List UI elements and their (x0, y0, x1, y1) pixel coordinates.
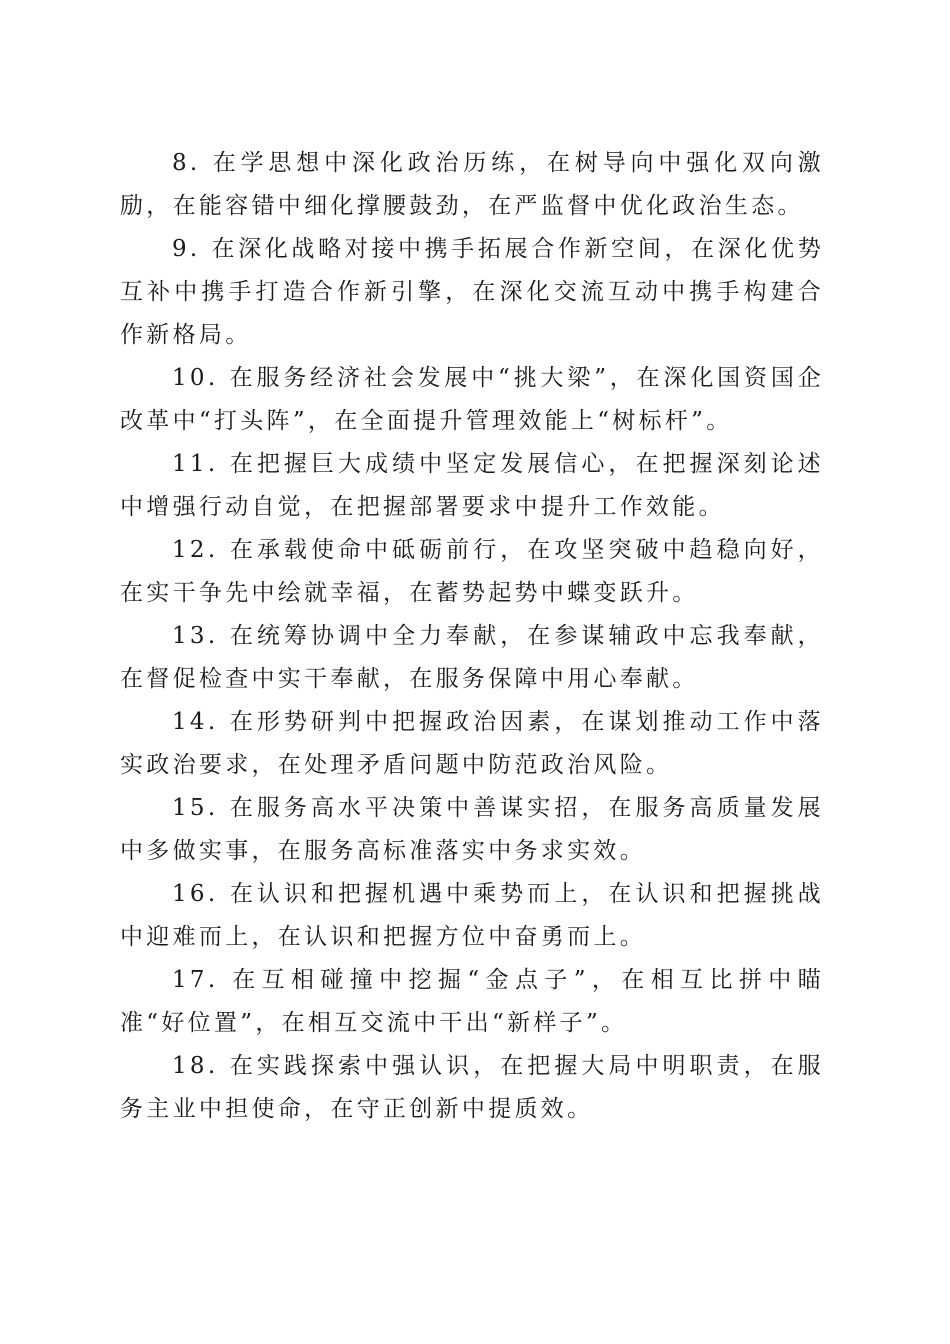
paragraph-18: 18. 在实践探索中强认识，在把握大局中明职责，在服务主业中担使命，在守正创新中提质效。 (120, 1053, 824, 1122)
paragraph-8: 8. 在学思想中深化政治历练，在树导向中强化双向激励，在能容错中细化撑腰鼓劲，在严监督中优化政治生态。 (120, 150, 824, 219)
paragraph-11: 11. 在把握巨大成绩中坚定发展信心，在把握深刻论述中增强行动自觉，在把握部署要求中提升工作效能。 (120, 451, 824, 520)
paragraph-12: 12. 在承载使命中砥砺前行，在攻坚突破中趋稳向好，在实干争先中绘就幸福，在蓄势起势中蝶变跃升。 (120, 537, 824, 606)
paragraph-16: 16. 在认识和把握机遇中乘势而上，在认识和把握挑战中迎难而上，在认识和把握方位中奋勇而上。 (120, 881, 824, 950)
paragraph-10: 10. 在服务经济社会发展中“挑大梁”，在深化国资国企改革中“打头阵”，在全面提升管理效能上“树标杆”。 (120, 365, 824, 434)
paragraph-13: 13. 在统筹协调中全力奉献，在参谋辅政中忘我奉献，在督促检查中实干奉献，在服务保障中用心奉献。 (120, 623, 824, 692)
paragraph-17: 17. 在互相碰撞中挖掘“金点子”，在相互比拼中瞄准“好位置”，在相互交流中干出“新样子”。 (120, 967, 824, 1036)
document-body (120, 142, 824, 1131)
paragraph-9: 9. 在深化战略对接中携手拓展合作新空间，在深化优势互补中携手打造合作新引擎，在深化交流互动中携手构建合作新格局。 (120, 236, 824, 348)
paragraph-14: 14. 在形势研判中把握政治因素，在谋划推动工作中落实政治要求，在处理矛盾问题中防范政治风险。 (120, 709, 824, 778)
paragraph-15: 15. 在服务高水平决策中善谋实招，在服务高质量发展中多做实事，在服务高标准落实中务求实效。 (120, 795, 824, 864)
